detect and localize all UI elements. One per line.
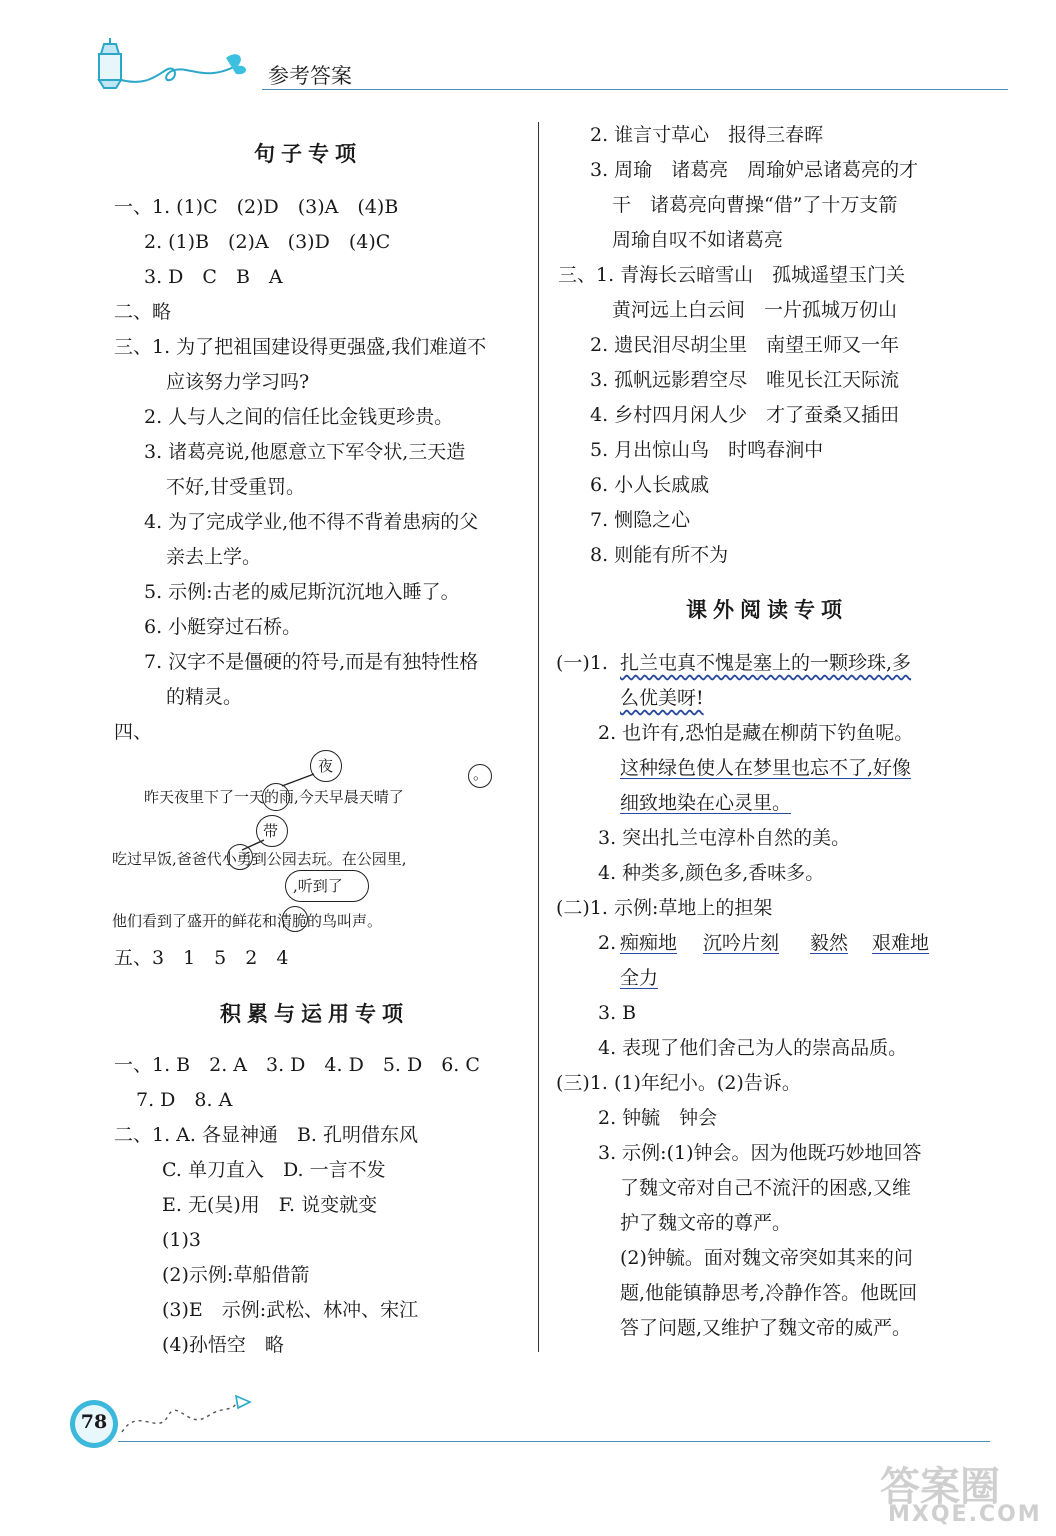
- answer-line: 2.: [598, 932, 617, 954]
- answer-line: (3)E 示例:武松、林冲、宋江: [162, 1299, 419, 1321]
- answer-line: 5. 月出惊山鸟 时鸣春涧中: [590, 439, 824, 461]
- answer-line: (4)孙悟空 略: [162, 1334, 284, 1356]
- answer-line: 应该努力学习吗?: [166, 371, 310, 393]
- answer-line: 一、1. B 2. A 3. D 4. D 5. D 6. C: [114, 1054, 480, 1076]
- answer-line: 三、1. 为了把祖国建设得更强盛,我们难道不: [114, 336, 487, 358]
- answer-line: (1)3: [162, 1229, 202, 1251]
- answer-line: 6. 小艇穿过石桥。: [144, 616, 302, 638]
- answer-line: 三、1. 青海长云暗雪山 孤城遥望玉门关: [558, 264, 906, 286]
- header-rule: [262, 89, 1008, 90]
- answer-line: 2. 钟毓 钟会: [598, 1107, 718, 1129]
- answer-line: 6. 小人长戚戚: [590, 474, 710, 496]
- answer-line: 周瑜自叹不如诸葛亮: [612, 229, 784, 251]
- answer-line: 4. 乡村四月闲人少 才了蚕桑又插田: [590, 404, 900, 426]
- answer-line: 题,他能镇静思考,冷静作答。他既回: [620, 1282, 918, 1304]
- watermark-logo: 答案圈: [880, 1464, 1000, 1510]
- answer-line: (二)1. 示例:草地上的担架: [556, 897, 773, 919]
- answer-line: 2. (1)B (2)A (3)D (4)C: [144, 231, 391, 253]
- sentence-text: 吃过早饭,爸爸代小勇到公园去玩。在公园里,: [112, 850, 407, 868]
- correction-mark: 带: [263, 822, 279, 840]
- answer-line: 4. 表现了他们舍己为人的崇高品质。: [598, 1037, 908, 1059]
- answer-line: 黄河远上白云间 一片孤城万仞山: [612, 299, 898, 321]
- answer-line: 2. 遗民泪尽胡尘里 南望王师又一年: [590, 334, 900, 356]
- answer-line: 3. 突出扎兰屯淳朴自然的美。: [598, 827, 851, 849]
- answer-line: 亲去上学。: [166, 546, 262, 568]
- answer-line: 4. 为了完成学业,他不得不背着患病的父: [144, 511, 479, 533]
- sentence-text: 昨天夜里下了一天的雨,今天早晨天晴了: [144, 788, 404, 806]
- answer-line: 四、: [114, 721, 153, 743]
- answer-line: 二、1. A. 各显神通 B. 孔明借东风: [114, 1124, 419, 1146]
- correction-arrow: [240, 838, 270, 852]
- correction-mark: 。: [473, 765, 489, 783]
- section-title-accumulation: 积累与运用专项: [220, 1002, 409, 1026]
- answer-line: (三)1. (1)年纪小。(2)告诉。: [556, 1072, 801, 1094]
- answer-line-underlined: 这种绿色使人在梦里也忘不了,好像: [620, 757, 912, 779]
- correction-mark: 夜: [318, 757, 334, 775]
- answer-line-underlined: 沉吟片刻: [703, 932, 780, 954]
- answer-line: 3. 诸葛亮说,他愿意立下军令状,三天造: [144, 441, 466, 463]
- answer-line: 的精灵。: [166, 686, 243, 708]
- correction-mark: ,听到了: [293, 877, 343, 895]
- answer-line: 不好,甘受重罚。: [166, 476, 306, 498]
- header-title: 参考答案: [268, 64, 352, 88]
- correction-arrow: [280, 770, 320, 790]
- lantern-butterfly-decoration: [86, 36, 266, 96]
- answer-line: 8. 则能有所不为: [590, 544, 729, 566]
- answer-line: 五、3 1 5 2 4: [114, 947, 289, 969]
- column-divider: [538, 122, 539, 1352]
- butterfly-icon: [226, 54, 246, 74]
- bird-doodle-decoration: [118, 1386, 268, 1446]
- answer-line: 3. B: [598, 1002, 637, 1024]
- answer-line: 5. 示例:古老的威尼斯沉沉地入睡了。: [144, 581, 460, 603]
- answer-line: 3. 示例:(1)钟会。因为他既巧妙地回答: [598, 1142, 922, 1164]
- answer-line-underlined: 全力: [620, 967, 659, 989]
- footer-rule: [118, 1441, 990, 1442]
- answer-line: 7. 恻隐之心: [590, 509, 691, 531]
- answer-line: C. 单刀直入 D. 一言不发: [162, 1159, 386, 1181]
- section-title-extracurricular-reading: 课外阅读专项: [686, 598, 848, 622]
- answer-line-wavy: 扎兰屯真不愧是塞上的一颗珍珠,多: [620, 652, 912, 674]
- answer-line: 干 诸葛亮向曹操“借”了十万支箭: [612, 194, 898, 216]
- sentence-text: 他们看到了盛开的鲜花和清脆的鸟叫声。: [112, 912, 383, 930]
- answer-line: 3. 周瑜 诸葛亮 周瑜妒忌诸葛亮的才: [590, 159, 919, 181]
- answer-line: 一、1. (1)C (2)D (3)A (4)B: [114, 196, 399, 218]
- answer-line-underlined: 毅然: [810, 932, 849, 954]
- answer-line: 护了魏文帝的尊严。: [620, 1212, 792, 1234]
- answer-line: (一)1.: [556, 652, 608, 674]
- answer-line-underlined: 细致地染在心灵里。: [620, 792, 792, 814]
- answer-line: 2. 人与人之间的信任比金钱更珍贵。: [144, 406, 454, 428]
- answer-line: 答了问题,又维护了魏文帝的威严。: [620, 1317, 912, 1339]
- answer-line: 二、略: [114, 301, 172, 323]
- answer-line: 3. 孤帆远影碧空尽 唯见长江天际流: [590, 369, 900, 391]
- section-title-sentences: 句子专项: [254, 142, 362, 166]
- answer-line: 4. 种类多,颜色多,香味多。: [598, 862, 825, 884]
- answer-line: 了魏文帝对自己不流汗的困惑,又维: [620, 1177, 912, 1199]
- answer-line-underlined: 艰难地: [872, 932, 930, 954]
- answer-line: 7. 汉字不是僵硬的符号,而是有独特性格: [144, 651, 479, 673]
- answer-line: 7. D 8. A: [136, 1089, 233, 1111]
- answer-line-underlined: 痴痴地: [620, 932, 678, 954]
- answer-line: 2. 也许有,恐怕是藏在柳荫下钓鱼呢。: [598, 722, 914, 744]
- answer-line: E. 无(吴)用 F. 说变就变: [162, 1194, 378, 1216]
- answer-line: 2. 谁言寸草心 报得三春晖: [590, 124, 824, 146]
- answer-line: (2)示例:草船借箭: [162, 1264, 310, 1286]
- answer-line: (2)钟毓。面对魏文帝突如其来的问: [620, 1247, 913, 1269]
- page-number: 78: [80, 1411, 108, 1433]
- answer-line: 3. D C B A: [144, 266, 283, 288]
- answer-line-wavy: 么优美呀!: [620, 687, 704, 709]
- watermark-url: MXQE.COM: [888, 1502, 1042, 1527]
